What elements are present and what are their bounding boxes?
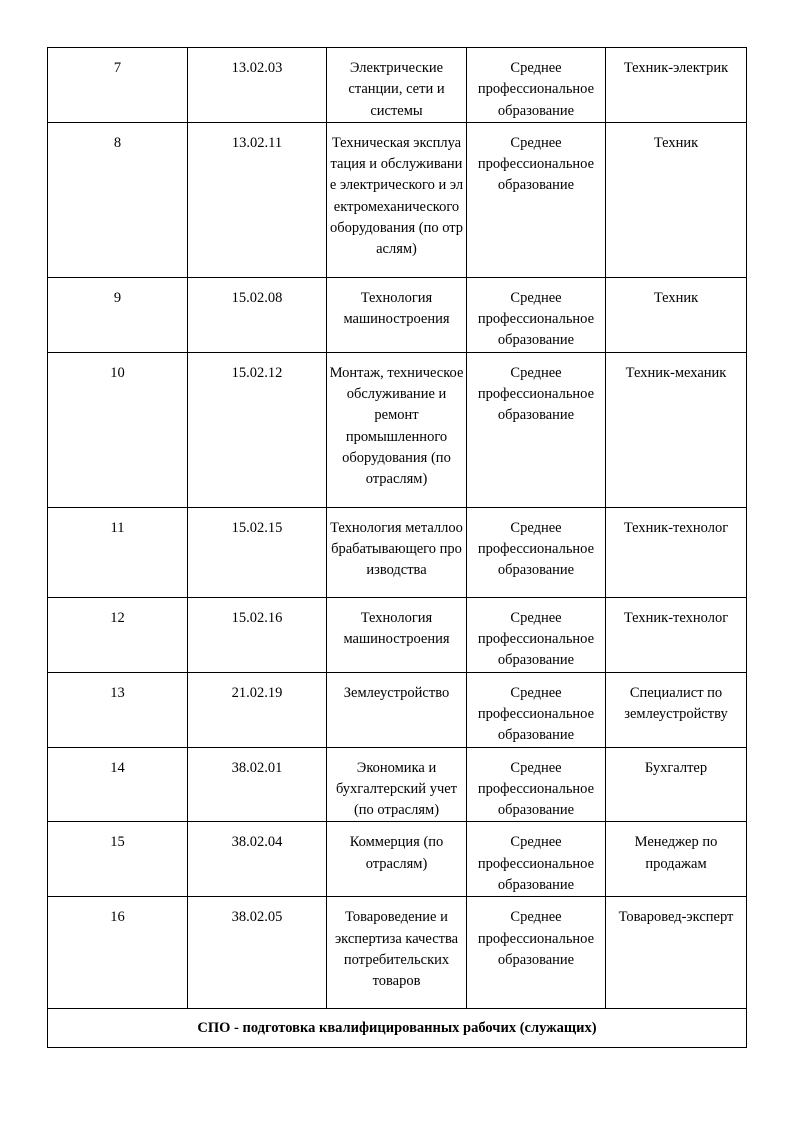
specialty-name: Технология машиностроения xyxy=(327,277,467,352)
section-header-row xyxy=(48,1009,747,1048)
education-level: Среднее профессиональное образование xyxy=(467,122,606,277)
table-row xyxy=(48,822,747,897)
qualification: Товаровед-эксперт xyxy=(606,897,747,1009)
specialty-code: 38.02.01 xyxy=(188,747,327,822)
qualification: Техник xyxy=(606,277,747,352)
row-number: 11 xyxy=(48,507,188,597)
specialty-code: 38.02.04 xyxy=(188,822,327,897)
row-number: 16 xyxy=(48,897,188,1009)
row-number: 15 xyxy=(48,822,188,897)
qualification: Менеджер по продажам xyxy=(606,822,747,897)
table-row xyxy=(48,277,747,352)
specialty-name: Товароведение и экспертиза качества потребительских товаров xyxy=(327,897,467,1009)
row-number: 8 xyxy=(48,122,188,277)
table-row xyxy=(48,897,747,1009)
education-level: Среднее профессиональное образование xyxy=(467,352,606,507)
specialty-code: 21.02.19 xyxy=(188,672,327,747)
education-level: Среднее профессиональное образование xyxy=(467,897,606,1009)
qualification: Техник-электрик xyxy=(606,48,747,123)
row-number: 9 xyxy=(48,277,188,352)
qualification: Бухгалтер xyxy=(606,747,747,822)
row-number: 7 xyxy=(48,48,188,123)
table-row xyxy=(48,48,747,123)
section-title: СПО - подготовка квалифицированных рабочих (служащих) xyxy=(48,1009,747,1048)
education-level: Среднее профессиональное образование xyxy=(467,507,606,597)
specialty-code: 15.02.16 xyxy=(188,597,327,672)
table-row xyxy=(48,747,747,822)
specialty-code: 15.02.15 xyxy=(188,507,327,597)
specialty-code: 15.02.12 xyxy=(188,352,327,507)
education-level: Среднее профессиональное образование xyxy=(467,48,606,123)
row-number: 14 xyxy=(48,747,188,822)
specialties-table xyxy=(47,47,747,1048)
table-row xyxy=(48,507,747,597)
specialty-name: Технология металлообрабатывающего производства xyxy=(327,507,467,597)
qualification: Техник-механик xyxy=(606,352,747,507)
specialty-name: Экономика и бухгалтерский учет (по отраслям) xyxy=(327,747,467,822)
qualification: Специалист по землеустройству xyxy=(606,672,747,747)
specialty-name: Технология машиностроения xyxy=(327,597,467,672)
qualification: Техник-технолог xyxy=(606,507,747,597)
education-level: Среднее профессиональное образование xyxy=(467,672,606,747)
specialty-code: 13.02.11 xyxy=(188,122,327,277)
table-row xyxy=(48,352,747,507)
education-level: Среднее профессиональное образование xyxy=(467,277,606,352)
specialty-name: Монтаж, техническое обслуживание и ремонт промышленного оборудования (по отраслям) xyxy=(327,352,467,507)
row-number: 12 xyxy=(48,597,188,672)
qualification: Техник-технолог xyxy=(606,597,747,672)
education-level: Среднее профессиональное образование xyxy=(467,597,606,672)
specialty-name: Землеустройство xyxy=(327,672,467,747)
specialty-name: Коммерция (по отраслям) xyxy=(327,822,467,897)
specialty-code: 15.02.08 xyxy=(188,277,327,352)
specialty-code: 38.02.05 xyxy=(188,897,327,1009)
row-number: 10 xyxy=(48,352,188,507)
row-number: 13 xyxy=(48,672,188,747)
table-row xyxy=(48,122,747,277)
specialty-name: Электрические станции, сети и системы xyxy=(327,48,467,123)
qualification: Техник xyxy=(606,122,747,277)
education-level: Среднее профессиональное образование xyxy=(467,822,606,897)
specialty-name: Техническая эксплуатация и обслуживание электрического и электромеханического оборудования (по отраслям) xyxy=(327,122,467,277)
table-row xyxy=(48,597,747,672)
specialty-code: 13.02.03 xyxy=(188,48,327,123)
table-row xyxy=(48,672,747,747)
education-level: Среднее профессиональное образование xyxy=(467,747,606,822)
